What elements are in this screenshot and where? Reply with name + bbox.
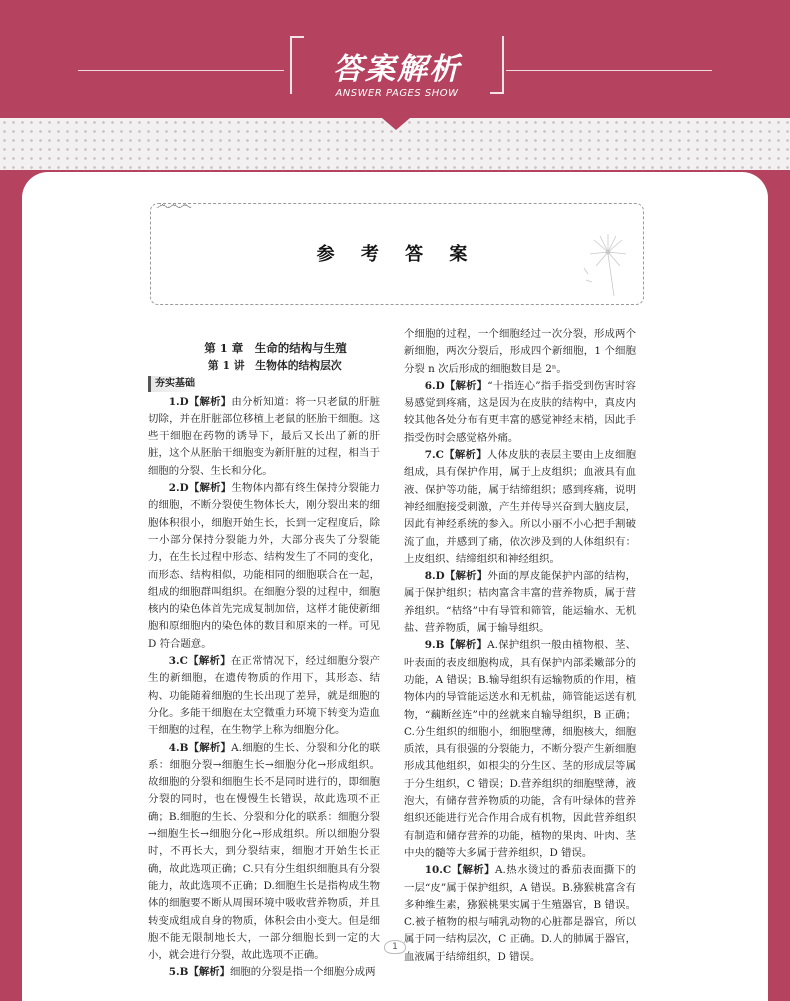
banner-notch — [382, 118, 410, 130]
dandelion-icon — [580, 228, 636, 298]
chapter-title: 第 1 章 生命的结构与生殖 — [204, 341, 347, 355]
answer-column-left — [148, 340, 380, 982]
banner-line-left — [78, 70, 284, 71]
answer-item: 5.B【解析】细胞的分裂是指一个细胞分成两 — [168, 966, 376, 979]
answer-item: 8.D【解析】外面的厚皮能保护内部的结构，属于保护组织；桔肉富含丰富的营养物质，属于营养组织。“桔络”中有导管和筛管，能运输水、无机盐、营养物质，属于输导组织。 — [404, 570, 637, 635]
answer-item: 6.D【解析】“十指连心”指手指受到伤害时容易感觉到疼痛，这是因为在皮肤的结构中，真皮内较其他各处分布有更丰富的感觉神经末梢，因此手指受伤时会感觉格外痛。 — [404, 379, 637, 444]
lecture-title: 第 1 讲 生物体的结构层次 — [207, 359, 342, 373]
answer-continuation: 个细胞的过程，一个细胞经过一次分裂，形成两个新细胞，两次分裂后，形成四个新细胞，1 个细胞分裂 n 次后形成的细胞数目是 2ⁿ。 — [404, 328, 636, 375]
answer-column-right — [404, 326, 636, 966]
header-banner — [0, 0, 790, 118]
reference-answer-title: 参 考 答 案 — [316, 244, 478, 265]
spiral-rings-icon: ෴෴෴ — [156, 197, 190, 213]
answer-item: 9.B【解析】A.保护组织一般由植物根、茎、叶表面的表皮细胞构成，具有保护内部柔嫩部分的功能，A 错误；B.输导组织有运输物质的作用，植物体内的导管能运送水和无机盐，筛管能运送有机物，“藕断丝连”中的丝就来自输导组织，B 正确；C.分生组织的细胞小，细胞壁薄，细胞核大，细胞质浓，具有很强的分裂能力，不断分裂产生新细胞形成其他组织，如根尖的分生区、茎的形成层等属于分生组织，C 错误；D.营养组织的细胞壁薄，液泡大，有储存营养物质的功能，含有叶绿体的营养组织还能进行光合作用合成有机物，因此营养组织有制造和储存营养的功能，植物的果肉、叶肉、茎中央的髓等大多属于营养组织，D 错误。 — [404, 639, 637, 859]
banner-subtitle: ANSWER PAGES SHOW — [335, 88, 459, 99]
answer-item: 10.C【解析】A.热水烫过的番茄表面撕下的一层“皮”属于保护组织，A 错误。B.猕猴桃富含有多种维生素，猕猴桃果实属于生殖器官，B 错误。C.被子植物的根与哺乳动物的心脏都是器官，所以属于同一结构层次，C 正确。D.人的肺属于器官，血液属于结缔组织，D 错误。 — [404, 864, 637, 963]
answer-item: 4.B【解析】A.细胞的生长、分裂和分化的联系：细胞分裂→细胞生长→细胞分化→形成组织。故细胞的分裂和细胞生长不是同时进行的，即细胞分裂的同时，也在慢慢生长错误，故此选项不正确；B.细胞的生长、分裂和分化的联系：细胞分裂→细胞生长→细胞分化→形成组织。所以细胞分裂时，不再长大，到分裂结束，细胞才开始生长正确，故此选项正确；C.只有分生组织细胞具有分裂能力，故此选项不正确；D.细胞生长是指构成生物体的细胞要不断从周围环境中吸收营养物质，并且转变成组成自身的物质，体积会由小变大。但是细胞不能无限制地长大，一部分细胞长到一定的大小，就会进行分裂，故此选项不正确。 — [148, 741, 381, 962]
banner-line-right — [506, 70, 712, 71]
answer-item: 3.C【解析】在正常情况下，经过细胞分裂产生的新细胞，在遗传物质的作用下，其形态、结构、功能随着细胞的生长出现了差异，就是细胞的分化。多能干细胞在太空微重力环境下转变为造血干细胞的过程，在生物学上称为细胞分化。 — [148, 655, 381, 737]
page-number: 1 — [382, 938, 408, 956]
answer-item: 7.C【解析】人体皮肤的表层主要由上皮细胞组成，具有保护作用，属于上皮组织；血液具有血液、保护等功能，属于结缔组织；感到疼痛，说明神经细胞接受刺激，产生并传导兴奋到大脑皮层，因此有神经系统的参入。所以小丽不小心把手割破流了血，并感到了痛，依次涉及到的人体组织有：上皮组织、结缔组织和神经组织。 — [404, 449, 637, 565]
section-label: 夯实基础 — [148, 376, 201, 392]
banner-title: 答案解析 — [333, 52, 461, 87]
answer-item: 2.D【解析】生物体内都有终生保持分裂能力的细胞，不断分裂使生物体长大，刚分裂出来的细胞体积很小，细胞开始生长，长到一定程度后，除一小部分保持分裂能力外，大部分丧失了分裂能力，在生长过程中形态、结构发生了不同的变化，而形态、结构相似，功能相同的细胞联合在一起，组成的细胞群叫组织。在细胞分裂的过程中，细胞核内的染色体首先完成复制加倍，这样才能使新细胞和原细胞内的染色体的数目和原来的一样。可见 D 符合题意。 — [148, 482, 381, 650]
answer-item: 1.D【解析】由分析知道：将一只老鼠的肝脏切除，并在肝脏部位移植上老鼠的胚胎干细胞。这些干细胞在药物的诱导下，最后又长出了新的肝脏，这个从胚胎干细胞变为新肝脏的过程，相当于细胞的分裂、生长和分化。 — [148, 395, 381, 477]
